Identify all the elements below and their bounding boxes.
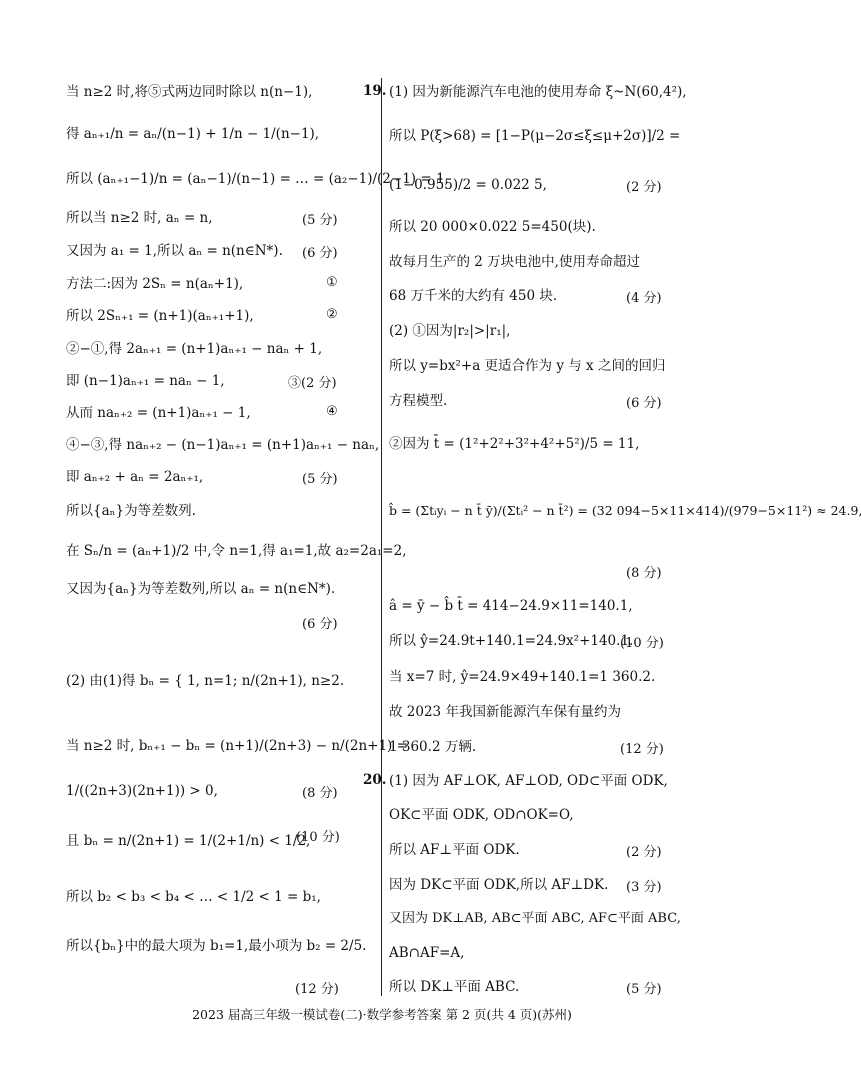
text-line: â = ȳ − b̂ t̄ = 414−24.9×11=140.1, [389, 598, 633, 614]
score-mark: (10 分) [296, 830, 340, 845]
score-mark: (2 分) [626, 845, 662, 860]
score-mark: (5 分) [302, 472, 338, 487]
text-line: 因为 DK⊂平面 ODK,所以 AF⊥DK. [389, 877, 609, 893]
text-line: 所以 2Sₙ₊₁ = (n+1)(aₙ₊₁+1), [66, 308, 254, 324]
text-line: 又因为 a₁ = 1,所以 aₙ = n(n∈N*). [66, 243, 283, 259]
text-line: 即 (n−1)aₙ₊₁ = naₙ − 1, [66, 373, 225, 389]
text-line: 所以 (aₙ₊₁−1)/n = (aₙ−1)/(n−1) = … = (a₂−1)/(2−1) = 1, [66, 171, 449, 187]
text-line: 所以 20 000×0.022 5=450(块). [389, 219, 596, 235]
text-line: 方程模型. [389, 393, 448, 409]
problem-number: 19. [363, 83, 387, 99]
text-line: 且 bₙ = n/(2n+1) = 1/(2+1/n) < 1/2, [66, 833, 311, 849]
text-line: 所以 DK⊥平面 ABC. [389, 979, 520, 995]
text-line: 故每月生产的 2 万块电池中,使用寿命超过 [389, 254, 640, 270]
text-line: 当 n≥2 时,将⑤式两边同时除以 n(n−1), [66, 84, 313, 100]
text-line: AB∩AF=A, [389, 945, 465, 961]
text-line: 1/((2n+3)(2n+1)) > 0, [66, 783, 218, 799]
text-line: 所以 b₂ < b₃ < b₄ < … < 1/2 < 1 = b₁, [66, 889, 321, 905]
score-mark: (6 分) [302, 617, 338, 632]
equation-number: ① [326, 275, 338, 290]
text-line: (2) ①因为|r₂|>|r₁|, [389, 323, 511, 339]
score-mark: (5 分) [302, 213, 338, 228]
text-line: 即 aₙ₊₂ + aₙ = 2aₙ₊₁, [66, 469, 204, 485]
text-line: ②−①,得 2aₙ₊₁ = (n+1)aₙ₊₁ − naₙ + 1, [66, 341, 323, 357]
text-line: 当 n≥2 时, bₙ₊₁ − bₙ = (n+1)/(2n+3) − n/(2n+1) = [66, 738, 408, 754]
text-line: (1−0.955)/2 = 0.022 5, [389, 177, 547, 193]
text-line: 得 aₙ₊₁/n = aₙ/(n−1) + 1/n − 1/(n−1), [66, 126, 320, 142]
text-line: ④−③,得 naₙ₊₂ − (n−1)aₙ₊₁ = (n+1)aₙ₊₁ − naₙ, [66, 437, 380, 453]
score-mark: (4 分) [626, 291, 662, 306]
score-mark: (12 分) [620, 742, 664, 757]
score-mark: (6 分) [626, 396, 662, 411]
score-mark: (5 分) [626, 982, 662, 997]
score-mark: (8 分) [302, 786, 338, 801]
problem-number: 20. [363, 772, 387, 788]
text-line: 故 2023 年我国新能源汽车保有量约为 [389, 704, 621, 720]
text-line: (1) 因为 AF⊥OK, AF⊥OD, OD⊂平面 ODK, [389, 773, 668, 789]
score-mark: (10 分) [620, 636, 664, 651]
text-line: 所以 AF⊥平面 ODK. [389, 842, 520, 858]
text-line: 68 万千米的大约有 450 块. [389, 288, 558, 304]
equation-number: ④ [326, 404, 338, 419]
text-line: 在 Sₙ/n = (aₙ+1)/2 中,令 n=1,得 a₁=1,故 a₂=2a₁=2, [66, 543, 407, 559]
text-line: 当 x=7 时, ŷ=24.9×49+140.1=1 360.2. [389, 669, 656, 685]
text-line: 从而 naₙ₊₂ = (n+1)aₙ₊₁ − 1, [66, 405, 251, 421]
page-footer: 2023 届高三年级一模试卷(二)·数学参考答案 第 2 页(共 4 页)(苏州) [192, 1007, 572, 1022]
text-line: 所以当 n≥2 时, aₙ = n, [66, 210, 213, 226]
text-line: b̂ = (Σtᵢyᵢ − n t̄ ȳ)/(Σtᵢ² − n t̄²) = (32 094−5×11×414)/(979−5×11²) ≈ 24.9, [389, 503, 862, 518]
score-mark: (6 分) [302, 246, 338, 261]
text-line: 方法二:因为 2Sₙ = n(aₙ+1), [66, 276, 244, 292]
text-line: (2) 由(1)得 bₙ = { 1, n=1; n/(2n+1), n≥2. [66, 673, 345, 689]
text-line: 又因为{aₙ}为等差数列,所以 aₙ = n(n∈N*). [66, 581, 336, 597]
text-line: OK⊂平面 ODK, OD∩OK=O, [389, 807, 574, 823]
text-line: 所以 P(ξ>68) = [1−P(μ−2σ≤ξ≤μ+2σ)]/2 = [389, 128, 681, 144]
text-line: (1) 因为新能源汽车电池的使用寿命 ξ~N(60,4²), [389, 84, 687, 100]
text-line: 所以 y=bx²+a 更适合作为 y 与 x 之间的回归 [389, 358, 666, 374]
score-mark: (3 分) [626, 880, 662, 895]
score-mark: (2 分) [626, 180, 662, 195]
score-mark: (12 分) [295, 982, 339, 997]
text-line: ②因为 t̄ = (1²+2²+3²+4²+5²)/5 = 11, [389, 436, 640, 452]
score-mark: (8 分) [626, 566, 662, 581]
text-line: 所以{bₙ}中的最大项为 b₁=1,最小项为 b₂ = 2/5. [66, 938, 367, 954]
column-divider [381, 78, 382, 996]
text-line: 所以{aₙ}为等差数列. [66, 503, 196, 519]
text-line: 1 360.2 万辆. [389, 739, 477, 755]
equation-number: ② [326, 307, 338, 322]
text-line: 又因为 DK⊥AB, AB⊂平面 ABC, AF⊂平面 ABC, [389, 911, 681, 926]
score-mark: ③(2 分) [288, 376, 337, 391]
text-line: 所以 ŷ=24.9t+140.1=24.9x²+140.1. [389, 633, 634, 649]
